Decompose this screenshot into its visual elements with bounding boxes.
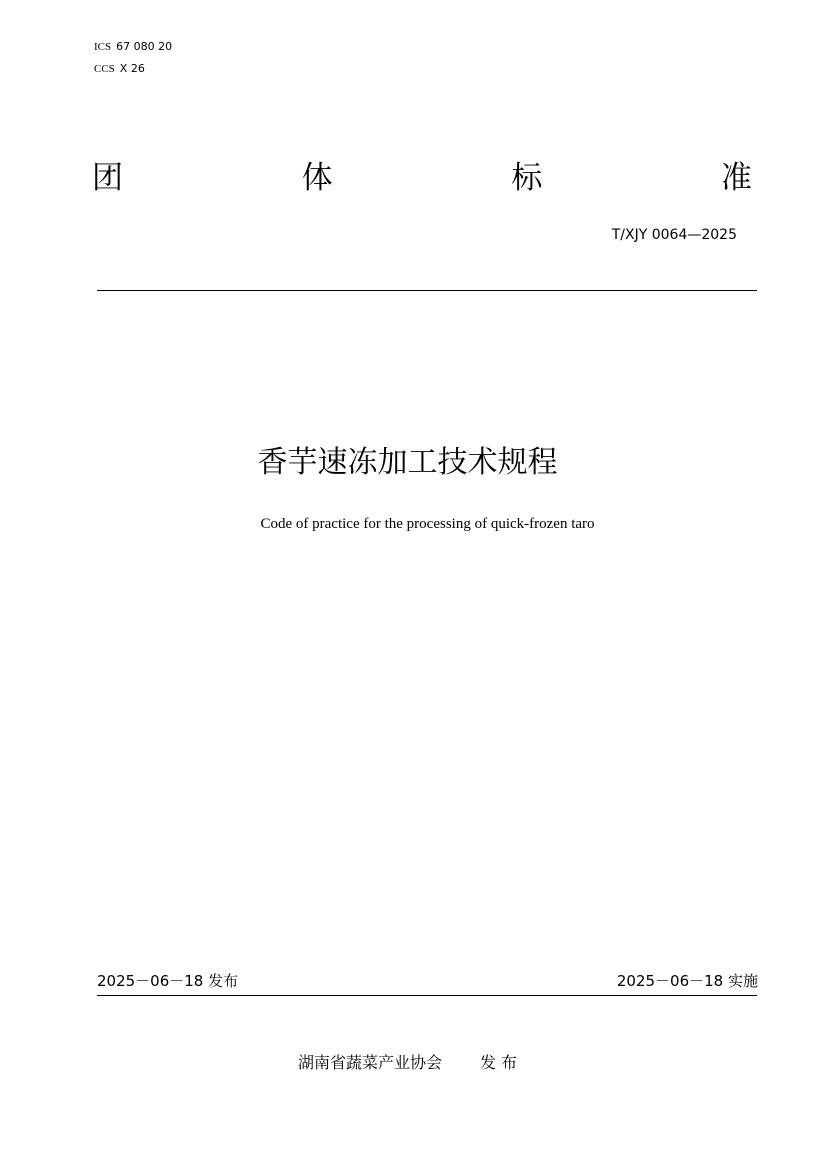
ccs-value: X 26 (119, 62, 145, 75)
ics-code (94, 40, 172, 54)
standard-type-char: 体 (301, 160, 333, 196)
ccs-code (94, 62, 145, 76)
document-title-chinese: 香芋速冻加工技术规程 (257, 445, 558, 480)
publisher-line (0, 1052, 815, 1074)
implementation-date: 2025－06－18 实施 (616, 972, 758, 990)
publisher-organization: 湖南省蔬菜产业协会 (297, 1053, 442, 1072)
standard-number: T/XJY 0064—2025 (611, 227, 737, 243)
ccs-label: CCS (94, 63, 115, 75)
top-divider (97, 290, 757, 291)
standard-type-char: 准 (720, 160, 752, 196)
issue-date: 2025－06－18 发布 (97, 972, 239, 990)
standard-type-char: 标 (511, 160, 543, 196)
ics-label: ICS (94, 41, 112, 53)
bottom-divider (97, 995, 757, 996)
document-title-english: Code of practice for the processing of quick-frozen taro (260, 516, 595, 532)
publisher-action: 发 布 (479, 1053, 518, 1072)
standard-type-heading (92, 158, 752, 202)
ics-value: 67 080 20 (116, 40, 173, 53)
standard-type-char: 团 (92, 160, 123, 196)
